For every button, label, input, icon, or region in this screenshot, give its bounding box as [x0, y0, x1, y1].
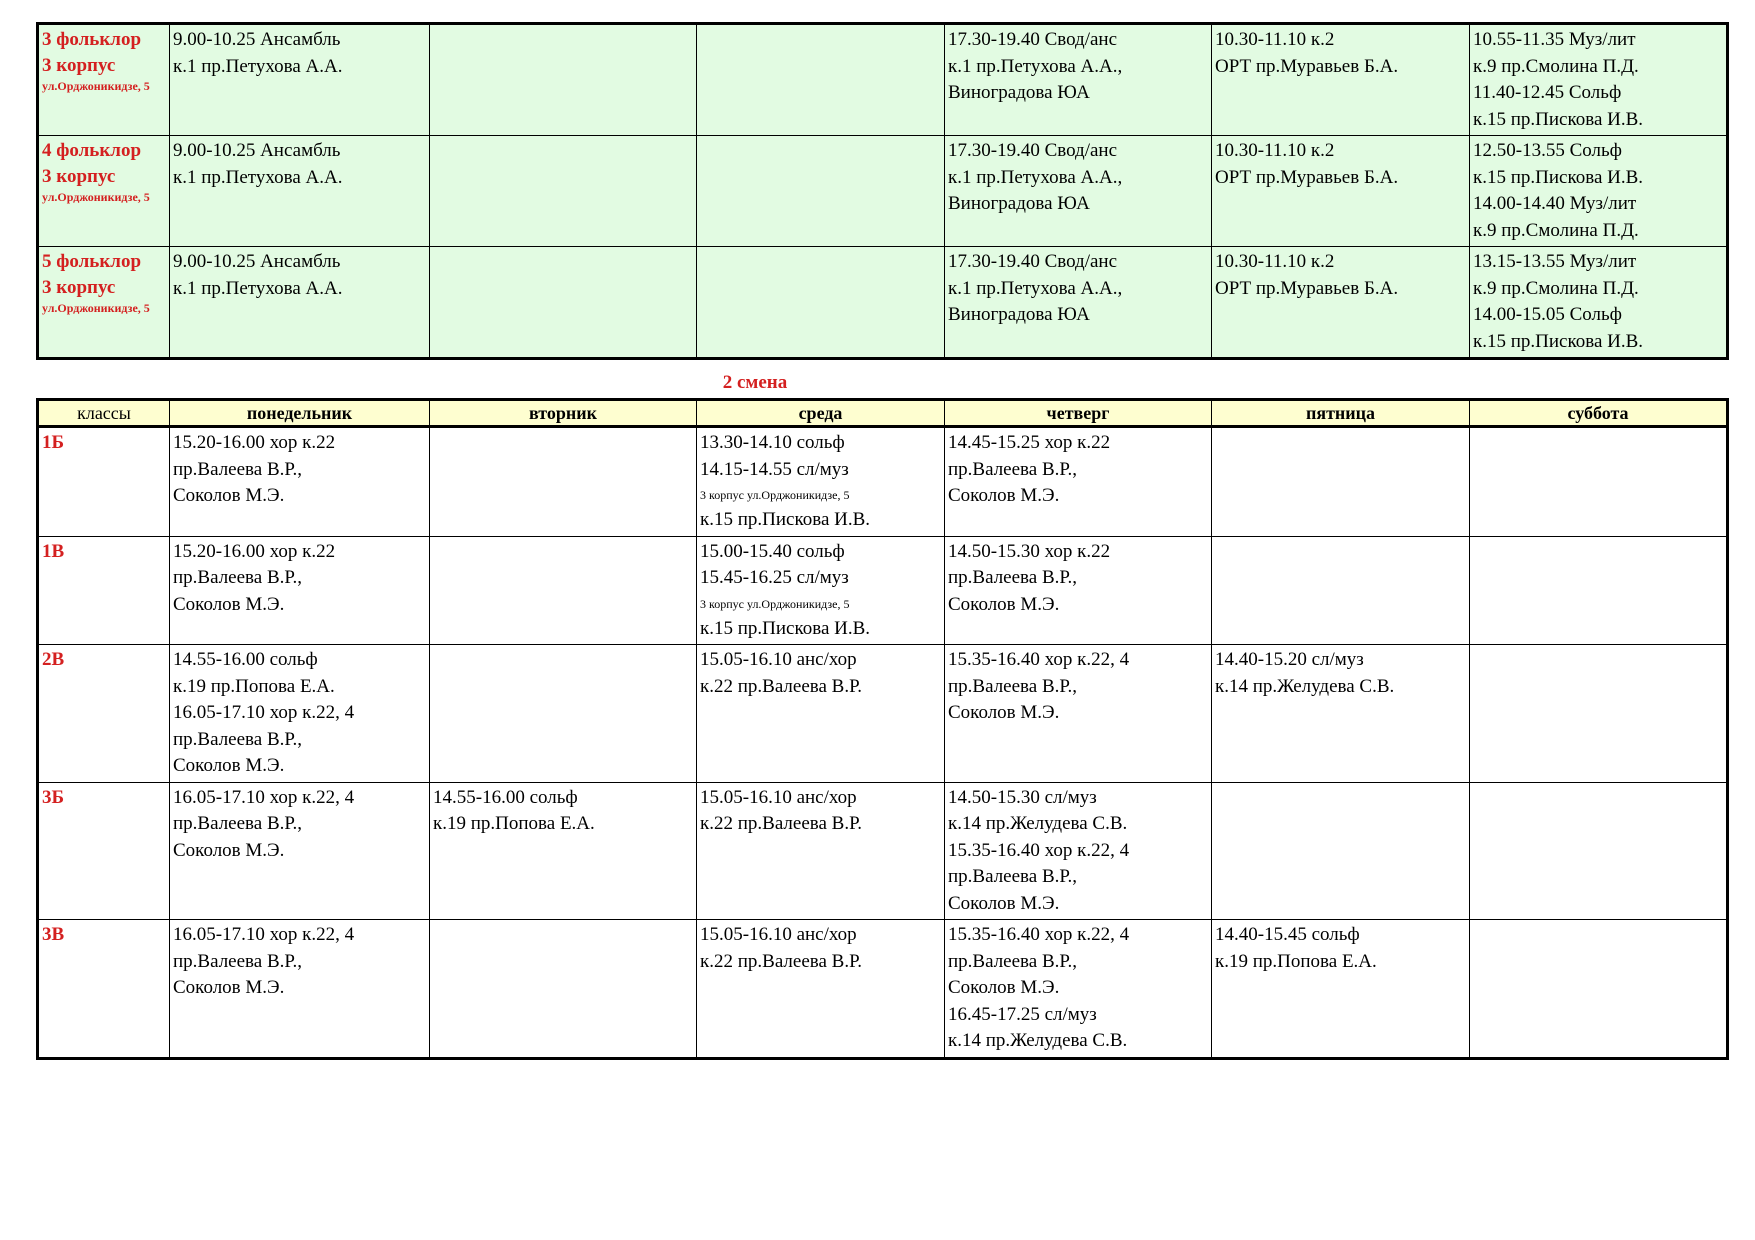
schedule-line: 15.20-16.00 хор к.22 — [173, 432, 336, 453]
schedule-line: 17.30-19.40 Свод/анс — [948, 140, 1118, 161]
schedule-line: к.14 пр.Желудева С.В. — [948, 813, 1128, 834]
class-cell — [38, 920, 170, 1059]
schedule-line: к.14 пр.Желудева С.В. — [948, 1030, 1128, 1051]
schedule-line: Виноградова ЮА — [948, 304, 1090, 325]
schedule-line: к.22 пр.Валеева В.Р. — [700, 813, 863, 834]
schedule-cell-friday — [1212, 645, 1470, 783]
schedule-line: Соколов М.Э. — [173, 755, 285, 776]
shift-title: 2 смена — [722, 372, 788, 393]
schedule-line: 15.00-15.40 сольф — [700, 540, 845, 562]
schedule-line: Соколов М.Э. — [948, 892, 1060, 914]
table-row — [38, 782, 1728, 920]
schedule-line: 12.50-13.55 Сольф — [1473, 140, 1622, 161]
schedule-cell-wednesday — [697, 645, 945, 783]
schedule-line: 13.15-13.55 Муз/лит — [1473, 251, 1637, 272]
header-classes: классы — [38, 400, 170, 427]
schedule-line: Соколов М.Э. — [173, 485, 285, 506]
second-shift-body — [38, 427, 1728, 1059]
schedule-cell-wednesday — [697, 427, 945, 537]
schedule-line: к.9 пр.Смолина П.Д. — [1473, 277, 1639, 299]
schedule-cell-thursday — [945, 427, 1212, 537]
schedule-cell-tuesday — [430, 247, 697, 359]
header-saturday: суббота — [1470, 400, 1728, 427]
schedule-line: 14.55-16.00 сольф — [173, 649, 318, 670]
schedule-cell-friday — [1212, 247, 1470, 359]
schedule-line: 9.00-10.25 Ансамбль — [173, 29, 341, 50]
schedule-cell-monday — [170, 247, 430, 359]
schedule-cell-thursday — [945, 920, 1212, 1059]
schedule-line: 10.30-11.10 к.2 — [1215, 140, 1335, 161]
schedule-line: 14.50-15.30 хор к.22 — [948, 540, 1111, 562]
schedule-line: 16.05-17.10 хор к.22, 4 — [173, 786, 355, 808]
schedule-cell-monday — [170, 536, 430, 645]
schedule-line: Соколов М.Э. — [173, 839, 285, 861]
header-row — [38, 400, 1728, 427]
schedule-line: к.19 пр.Попова Е.А. — [173, 675, 335, 697]
schedule-line: к.22 пр.Валеева В.Р. — [700, 950, 863, 972]
header-friday: пятница — [1212, 400, 1470, 427]
schedule-line: к.15 пр.Пискова И.В. — [1473, 108, 1644, 130]
schedule-line: Соколов М.Э. — [948, 485, 1060, 506]
class-cell — [38, 782, 170, 920]
schedule-cell-thursday — [945, 782, 1212, 920]
schedule-line: к.1 пр.Петухова А.А. — [173, 55, 343, 77]
schedule-line: 10.30-11.10 к.2 — [1215, 251, 1335, 272]
schedule-line: к.1 пр.Петухова А.А. — [173, 277, 343, 299]
schedule-cell-monday — [170, 427, 430, 537]
first-shift-body — [38, 24, 1728, 359]
schedule-cell-wednesday — [697, 920, 945, 1059]
table-row — [38, 24, 1728, 136]
schedule-cell-tuesday — [430, 920, 697, 1059]
table-row — [38, 247, 1728, 359]
header-wednesday: среда — [697, 400, 945, 427]
schedule-line: 15.35-16.40 хор к.22, 4 — [948, 924, 1130, 945]
class-name-label: 5 фольклор — [42, 251, 142, 272]
schedule-line: к.9 пр.Смолина П.Д. — [1473, 55, 1639, 77]
schedule-cell-tuesday — [430, 136, 697, 247]
schedule-line: Соколов М.Э. — [948, 702, 1060, 723]
schedule-line: к.19 пр.Попова Е.А. — [433, 813, 595, 834]
schedule-line: 10.55-11.35 Муз/лит — [1473, 29, 1636, 50]
schedule-line: 16.05-17.10 хор к.22, 4 — [173, 924, 355, 945]
schedule-cell-saturday — [1470, 247, 1728, 359]
schedule-cell-monday — [170, 24, 430, 136]
schedule-line: 13.30-14.10 сольф — [700, 432, 845, 453]
class-name-label: 4 фольклор — [42, 140, 142, 161]
schedule-line: пр.Валеева В.Р., — [173, 950, 303, 972]
schedule-cell-thursday — [945, 645, 1212, 783]
schedule-line: Соколов М.Э. — [173, 593, 285, 615]
class-name-label: 2В — [42, 649, 65, 670]
table-row — [38, 536, 1728, 645]
schedule-line: 14.00-15.05 Сольф — [1473, 304, 1622, 325]
schedule-line: к.1 пр.Петухова А.А., — [948, 166, 1123, 188]
class-name-label: 1Б — [42, 432, 65, 453]
schedule-line: 15.35-16.40 хор к.22, 4 — [948, 839, 1130, 861]
schedule-cell-thursday — [945, 536, 1212, 645]
schedule-line: к.1 пр.Петухова А.А., — [948, 55, 1123, 77]
schedule-line: к.19 пр.Попова Е.А. — [1215, 950, 1377, 972]
schedule-line: к.15 пр.Пискова И.В. — [1473, 166, 1644, 188]
class-cell — [38, 645, 170, 783]
schedule-cell-tuesday — [430, 24, 697, 136]
schedule-line: ОРТ пр.Муравьев Б.А. — [1215, 277, 1399, 299]
address-label: ул.Орджоникидзе, 5 — [42, 301, 150, 315]
class-cell — [38, 136, 170, 247]
table-row — [38, 645, 1728, 783]
schedule-line: 11.40-12.45 Сольф — [1473, 82, 1622, 103]
schedule-line: 15.45-16.25 сл/муз — [700, 567, 849, 588]
schedule-line: 16.45-17.25 сл/муз — [948, 1003, 1097, 1025]
schedule-line: 17.30-19.40 Свод/анс — [948, 29, 1118, 50]
schedule-cell-thursday — [945, 247, 1212, 359]
schedule-cell-wednesday — [697, 247, 945, 359]
schedule-line: 15.05-16.10 анс/хор — [700, 786, 857, 808]
header-tuesday: вторник — [430, 400, 697, 427]
schedule-cell-wednesday — [697, 782, 945, 920]
class-name-label: 1В — [42, 540, 65, 562]
schedule-cell-saturday — [1470, 782, 1728, 920]
schedule-line: к.1 пр.Петухова А.А. — [173, 166, 343, 188]
schedule-line: пр.Валеева В.Р., — [173, 813, 303, 834]
schedule-line: 9.00-10.25 Ансамбль — [173, 140, 341, 161]
schedule-cell-wednesday — [697, 24, 945, 136]
schedule-cell-saturday — [1470, 136, 1728, 247]
address-label: ул.Орджоникидзе, 5 — [42, 190, 150, 204]
schedule-cell-thursday — [945, 24, 1212, 136]
schedule-line: 14.50-15.30 сл/муз — [948, 786, 1097, 808]
schedule-cell-tuesday — [430, 782, 697, 920]
schedule-line: пр.Валеева В.Р., — [948, 950, 1078, 972]
schedule-cell-monday — [170, 920, 430, 1059]
schedule-line: к.1 пр.Петухова А.А., — [948, 277, 1123, 299]
schedule-line: 15.20-16.00 хор к.22 — [173, 540, 336, 562]
schedule-line: пр.Валеева В.Р., — [173, 728, 303, 750]
schedule-line: 14.40-15.20 сл/муз — [1215, 649, 1364, 670]
second-shift-table — [36, 398, 1729, 1060]
schedule-line: 14.55-16.00 сольф — [433, 786, 578, 808]
schedule-cell-monday — [170, 136, 430, 247]
address-note: 3 корпус ул.Орджоникидзе, 5 — [700, 596, 850, 611]
schedule-line: 15.05-16.10 анс/хор — [700, 649, 857, 670]
schedule-cell-friday — [1212, 136, 1470, 247]
building-label: 3 корпус — [42, 166, 116, 187]
schedule-cell-friday — [1212, 782, 1470, 920]
schedule-cell-saturday — [1470, 24, 1728, 136]
header-monday: понедельник — [170, 400, 430, 427]
schedule-cell-thursday — [945, 136, 1212, 247]
schedule-line: к.15 пр.Пискова И.В. — [700, 617, 871, 639]
schedule-cell-saturday — [1470, 645, 1728, 783]
schedule-line: пр.Валеева В.Р., — [173, 567, 303, 588]
first-shift-table — [36, 22, 1729, 360]
schedule-line: пр.Валеева В.Р., — [948, 866, 1078, 887]
schedule-line: 14.45-15.25 хор к.22 — [948, 432, 1111, 453]
schedule-line: к.15 пр.Пискова И.В. — [700, 509, 871, 530]
schedule-line: ОРТ пр.Муравьев Б.А. — [1215, 55, 1399, 77]
schedule-cell-friday — [1212, 536, 1470, 645]
schedule-cell-wednesday — [697, 136, 945, 247]
schedule-line: 15.05-16.10 анс/хор — [700, 924, 857, 945]
schedule-line: Виноградова ЮА — [948, 82, 1090, 103]
schedule-line: к.14 пр.Желудева С.В. — [1215, 675, 1395, 697]
schedule-cell-friday — [1212, 920, 1470, 1059]
class-name-label: 3Б — [42, 786, 65, 808]
schedule-line: 16.05-17.10 хор к.22, 4 — [173, 702, 355, 723]
schedule-line: 14.00-14.40 Муз/лит — [1473, 193, 1637, 214]
schedule-line: Соколов М.Э. — [948, 593, 1060, 615]
schedule-line: 17.30-19.40 Свод/анс — [948, 251, 1118, 272]
schedule-line: к.15 пр.Пискова И.В. — [1473, 330, 1644, 352]
class-cell — [38, 247, 170, 359]
schedule-line: 14.15-14.55 сл/муз — [700, 458, 849, 480]
schedule-cell-friday — [1212, 427, 1470, 537]
class-name-label: 3В — [42, 924, 65, 945]
schedule-line: пр.Валеева В.Р., — [948, 458, 1078, 480]
schedule-line: к.22 пр.Валеева В.Р. — [700, 675, 863, 697]
table-row — [38, 427, 1728, 537]
schedule-cell-tuesday — [430, 645, 697, 783]
class-cell — [38, 536, 170, 645]
building-label: 3 корпус — [42, 277, 116, 298]
schedule-cell-saturday — [1470, 536, 1728, 645]
class-name-label: 3 фольклор — [42, 29, 142, 50]
class-cell — [38, 24, 170, 136]
schedule-line: к.9 пр.Смолина П.Д. — [1473, 219, 1639, 241]
schedule-cell-saturday — [1470, 427, 1728, 537]
schedule-cell-wednesday — [697, 536, 945, 645]
schedule-line: пр.Валеева В.Р., — [948, 675, 1078, 697]
schedule-line: 14.40-15.45 сольф — [1215, 924, 1360, 945]
schedule-cell-monday — [170, 782, 430, 920]
schedule-cell-friday — [1212, 24, 1470, 136]
schedule-line: Виноградова ЮА — [948, 193, 1090, 214]
schedule-cell-monday — [170, 645, 430, 783]
address-note: 3 корпус ул.Орджоникидзе, 5 — [700, 488, 850, 502]
table-row — [38, 136, 1728, 247]
schedule-line: ОРТ пр.Муравьев Б.А. — [1215, 166, 1399, 188]
schedule-line: Соколов М.Э. — [173, 977, 285, 998]
class-cell — [38, 427, 170, 537]
schedule-line: Соколов М.Э. — [948, 977, 1060, 998]
table-row — [38, 920, 1728, 1059]
schedule-cell-tuesday — [430, 427, 697, 537]
schedule-line: 9.00-10.25 Ансамбль — [173, 251, 341, 272]
schedule-cell-tuesday — [430, 536, 697, 645]
schedule-line: 10.30-11.10 к.2 — [1215, 29, 1335, 50]
schedule-cell-saturday — [1470, 920, 1728, 1059]
header-thursday: четверг — [945, 400, 1212, 427]
address-label: ул.Орджоникидзе, 5 — [42, 79, 150, 93]
schedule-line: пр.Валеева В.Р., — [948, 567, 1078, 588]
schedule-line: пр.Валеева В.Р., — [173, 458, 303, 480]
building-label: 3 корпус — [42, 55, 116, 76]
schedule-line: 15.35-16.40 хор к.22, 4 — [948, 649, 1130, 670]
